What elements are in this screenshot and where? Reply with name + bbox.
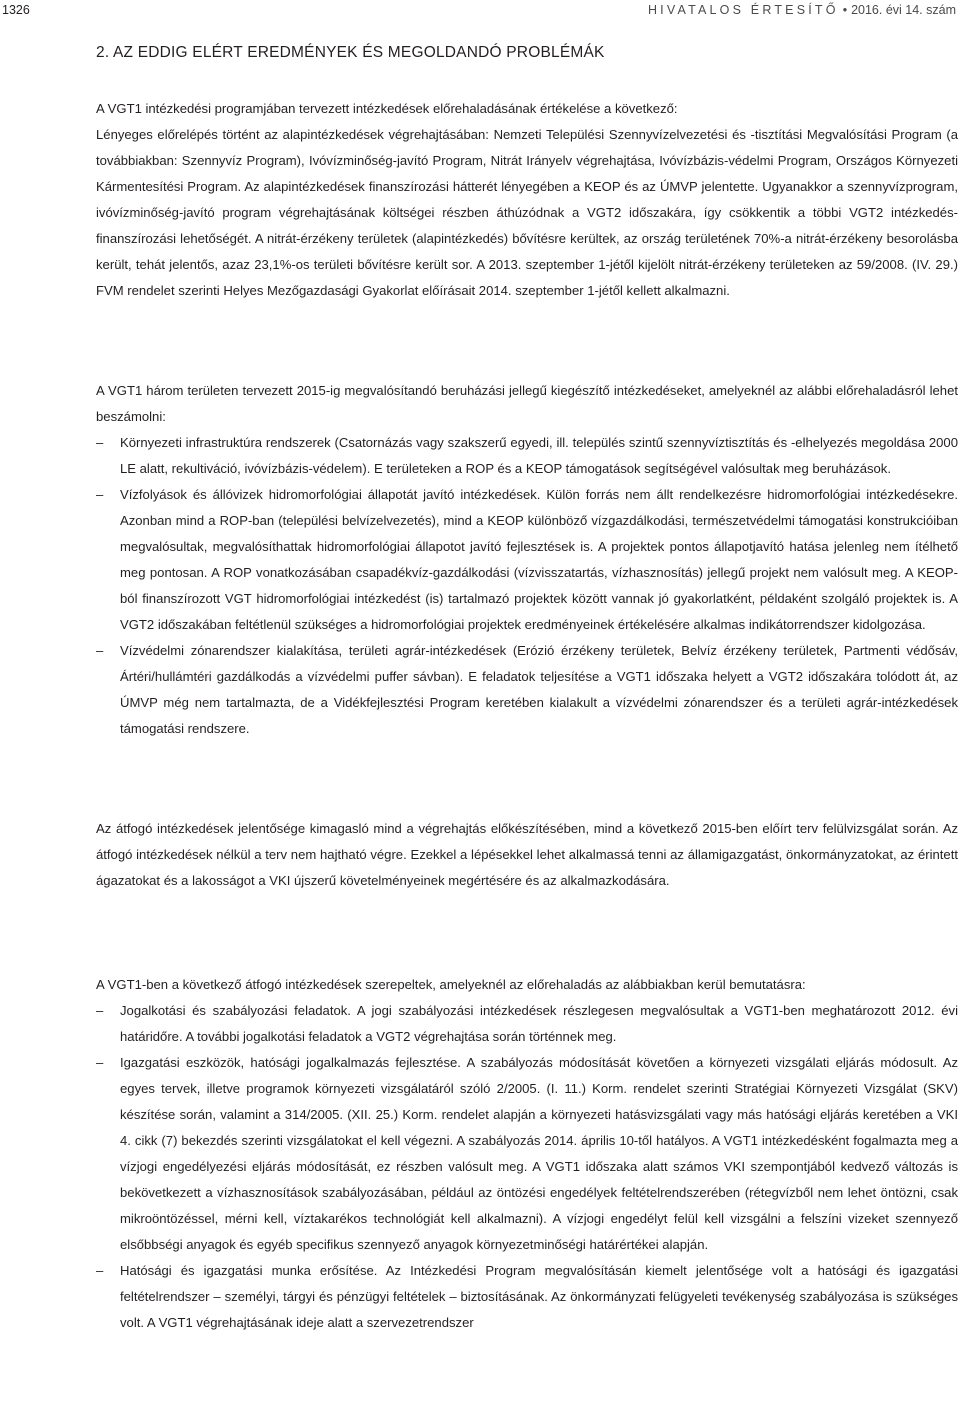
comprehensive-paragraph: Az átfogó intézkedések jelentősége kimagasló mind a végrehajtás előkészítésében, mind a következő 2015-ben előírt terv felülvizsgálat során. Az átfogó intézkedések nélkül a terv nem hajtható végre. Ezekkel a lépésekkel lehet alkalmassá tenni az államigazgatást, önkormányzatokat, az érintett ágazatokat és a lakosságot a VKI újszerű követelményeinek megértésére és az alkalmazkodására. bbox=[96, 821, 958, 888]
list-item: – Jogalkotási és szabályozási feladatok. A jogi szabályozási intézkedések részlegesen megvalósultak a VGT1-ben meghatározott 2012. évi határidőre. A további jogalkotási feladatok a VGT2 végrehajtása során történnek meg. bbox=[96, 998, 958, 1050]
issue-label: 2016. évi 14. szám bbox=[851, 3, 956, 17]
supplementary-measures-block bbox=[96, 378, 958, 742]
list-item: – Igazgatási eszközök, hatósági jogalkalmazás fejlesztése. A szabályozás módosítását követően a környezeti vizsgálati eljárás módosult. Az egyes tervek, illetve programok környezeti vizsgálatáról szóló 2/2005. (I. 11.) Korm. rendelet szerinti Stratégiai Környezeti Vizsgálat (SKV) készítése során, valamint a 314/2005. (XII. 25.) Korm. rendelet alapján a környezeti hatásvizsgálati vagy más hatósági eljárás keretében a VKI 4. cikk (7) bekezdés szerinti vizsgálatokat el kell végezni. A szabályozás 2014. április 10-től hatályos. A VGT1 intézkedésként fogalmazta meg a vízjogi engedélyezési eljárás módosítását, ez részben valósult meg. A VGT1 időszaka alatt számos VKI szempontjából kedvező változás is bekövetkezett a vízhasznosítások szabályozásában, például az öntözési engedélyek feltételrendszerében (rétegvízből nem lehet öntözni, csak mikroöntözéssel, mérni kell, víztakarékos technológiát kell alkalmazni). A vízjogi engedélyt felül kell vizsgálni a felszíni vizeket szennyező elsőbbségi anyagok és egyéb specifikus szennyező anyagok környezetminőségi határértékei alapján. bbox=[96, 1050, 958, 1258]
list-item: – Vízfolyások és állóvizek hidromorfológiai állapotát javító intézkedések. Külön forrás nem állt rendelkezésre hidromorfológiai intézkedésekre. Azonban mind a ROP-ban (települési belvízelvezetés), mind a KEOP különböző vízgazdálkodási, természetvédelmi támogatási konstrukcióiban megvalósultak, megvalósíthattak hidromorfológiai állapotot javító fejlesztések is. A projektek pontos állapotjavító hatása jelenleg nem ítélhető meg pontosan. A ROP vonatkozásában csapadékvíz-gazdálkodási (vízvisszatartás, vízhasznosítás) jellegű projekt nem valósult meg. A KEOP-ból finanszírozott VGT hidromorfológiai intézkedést (is) tartalmazó projektek között vannak jó gyakorlatként, példaként szolgáló projektek is. A VGT2 időszakában feltétlenül szükséges a hidromorfológiai projektek eredményeinek értékelésére alkalmas indikátorrendszer kidolgozása. bbox=[96, 482, 958, 638]
comprehensive-measures-block bbox=[96, 972, 958, 1336]
list-item: – Vízvédelmi zónarendszer kialakítása, területi agrár-intézkedések (Erózió érzékeny területek, Belvíz érzékeny területek, Partmenti védősáv, Ártéri/hullámtéri gazdálkodás a vízvédelmi puffer sávban). E feladatok teljesítése a VGT1 időszaka helyett a VGT2 időszakára tolódott át, az ÚMVP még nem tartalmazta, de a Vidékfejlesztési Program keretében kialakult a vízvédelmi zónarendszer és a területi agrár-intézkedések támogatási rendszere. bbox=[96, 638, 958, 742]
running-head bbox=[648, 3, 956, 17]
comprehensive-measures-paragraph-block bbox=[96, 816, 958, 894]
basic-measures-paragraph: Lényeges előrelépés történt az alapintézkedések végrehajtásában: Nemzeti Települési Szennyvízelvezetési és -tisztítási Megvalósítási Program (a továbbiakban: Szennyvíz Program), Ivóvízminőség-javító Program, Nitrát Irányelv végrehajtása, Ivóvízbázis-védelmi Program, Országos Környezeti Kármentesítési Program. Az alapintézkedések finanszírozási hátterét lényegében a KEOP és az ÚMVP jelentette. Ugyanakkor a szennyvízprogram, ivóvízminőség-javító program végrehajtásának költségei részben áthúzódnak a VGT2 időszakára, így csökkentik a többi VGT2 intézkedés-finanszírozási lehetőségét. A nitrát-érzékeny területek (alapintézkedés) bővítésre kerültek, az ország területének 70%-a nitrát-érzékeny besorolásba került, tehát jelentős, azaz 23,1%-os területi bővítésre került sor. A 2013. szeptember 1-jétől kijelölt nitrát-érzékeny területeken az 59/2008. (IV. 29.) FVM rendelet szerinti Helyes Mezőgazdasági Gyakorlat előírásait 2014. szeptember 1-jétől kellett alkalmazni. bbox=[96, 127, 958, 298]
page-header bbox=[0, 0, 960, 24]
progress-block bbox=[96, 96, 958, 304]
comprehensive-list bbox=[96, 998, 958, 1336]
supplementary-intro: A VGT1 három területen tervezett 2015-ig megvalósítandó beruházási jellegű kiegészítő intézkedéseket, amelyeknél az alábbi előrehaladásról lehet beszámolni: bbox=[96, 383, 958, 424]
intro-paragraph: A VGT1 intézkedési programjában tervezett intézkedések előrehaladásának értékelése a következő: bbox=[96, 101, 678, 116]
section-title: 2. AZ EDDIG ELÉRT EREDMÉNYEK ÉS MEGOLDANDÓ PROBLÉMÁK bbox=[96, 44, 605, 61]
header-separator: • bbox=[842, 3, 848, 17]
supplementary-list bbox=[96, 430, 958, 742]
journal-title: HIVATALOS ÉRTESÍTŐ bbox=[647, 3, 839, 17]
comprehensive-intro: A VGT1-ben a következő átfogó intézkedések szerepeltek, amelyeknél az előrehaladás az alábbiakban kerül bemutatásra: bbox=[96, 977, 806, 992]
list-item: – Környezeti infrastruktúra rendszerek (Csatornázás vagy szakszerű egyedi, ill. település szintű szennyvíztisztítás és -elhelyezés megoldása 2000 LE alatt, rekultiváció, ivóvízbázis-védelem). E területeken a ROP és a KEOP támogatások segítségével valósultak meg beruházások. bbox=[96, 430, 958, 482]
list-item: – Hatósági és igazgatási munka erősítése. Az Intézkedési Program megvalósításán kiemelt jelentősége volt a hatósági és igazgatási feltételrendszer – személyi, tárgyi és pénzügyi feltételek – biztosításának. Az önkormányzati felügyeleti tevékenység szabályozása is szükséges volt. A VGT1 végrehajtásának ideje alatt a szervezetrendszer bbox=[96, 1258, 958, 1336]
page-number: 1326 bbox=[2, 3, 30, 17]
